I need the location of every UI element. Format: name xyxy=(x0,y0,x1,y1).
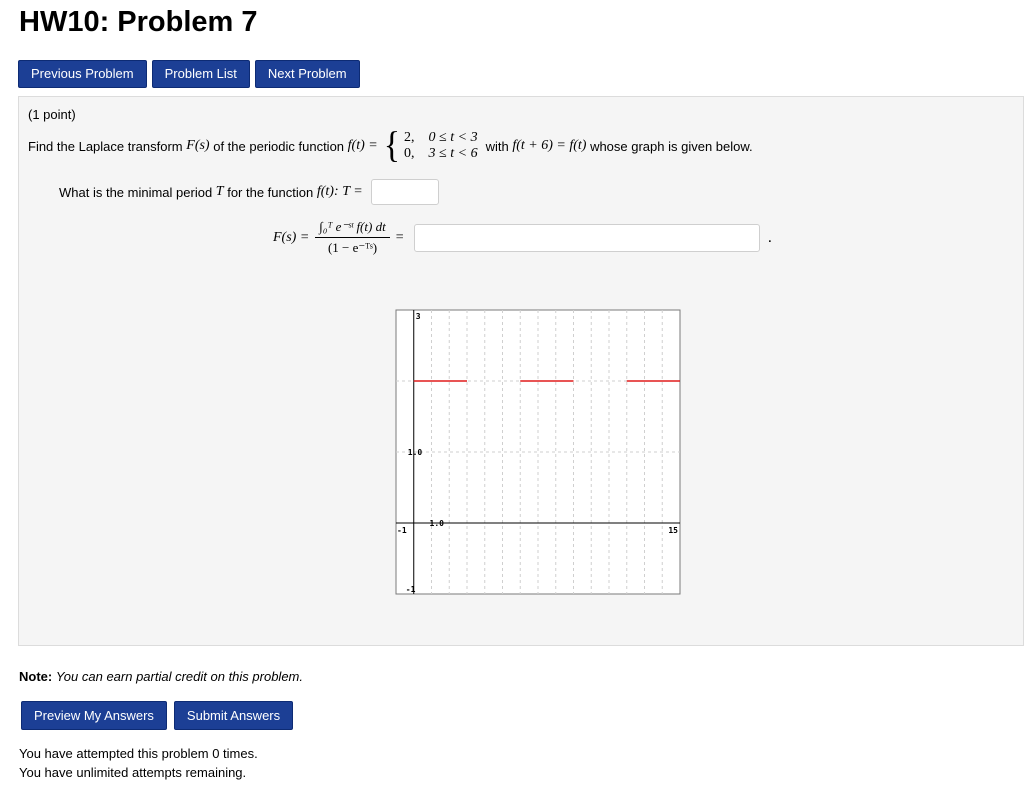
problem-body xyxy=(18,96,1024,646)
piecewise-cases xyxy=(404,130,478,162)
formula-lhs: F(s) = xyxy=(273,229,310,245)
preview-answers-button[interactable]: Preview My Answers xyxy=(21,701,167,730)
formula-fraction xyxy=(315,219,389,256)
attempts-remaining: You have unlimited attempts remaining. xyxy=(19,765,247,780)
formula-numerator: ∫₀ᵀ e⁻ˢᵗ f(t) dt xyxy=(315,219,389,238)
period-question-text: What is the minimal period xyxy=(59,184,213,200)
x-max-label: 15 xyxy=(668,526,678,535)
note-label: Note: xyxy=(19,669,53,684)
statement-intro: Find the Laplace transform xyxy=(28,138,183,154)
attempts-made: You have attempted this problem 0 times. xyxy=(19,746,258,761)
statement-periodicity: f(t + 6) = f(t) xyxy=(512,138,587,153)
transform-answer-input[interactable] xyxy=(414,224,760,252)
period-question-ft: f(t): xyxy=(316,184,339,199)
period-question xyxy=(59,179,439,205)
formula-period: . xyxy=(767,228,773,246)
period-question-func: for the function xyxy=(227,184,314,200)
piecewise-brace: { xyxy=(383,125,401,166)
statement-Fs: F(s) xyxy=(186,138,210,153)
attempt-status xyxy=(19,744,258,782)
problem-nav xyxy=(18,60,360,88)
statement-mid: of the periodic function xyxy=(213,138,345,154)
case-value: 2, xyxy=(404,130,415,145)
x-min-label: -1 xyxy=(397,526,407,535)
laplace-formula xyxy=(273,219,772,256)
formula-denominator: (1 − e⁻ᵀˢ) xyxy=(327,240,378,255)
period-question-T: T xyxy=(215,184,224,199)
x-unit-label: 1.0 xyxy=(429,519,444,528)
statement-outro: whose graph is given below. xyxy=(590,138,753,154)
case-range: 0 ≤ t < 3 xyxy=(428,130,478,145)
function-graph xyxy=(395,309,683,597)
statement-with: with xyxy=(485,138,509,154)
case-range: 3 ≤ t < 6 xyxy=(428,146,478,161)
period-answer-input[interactable] xyxy=(371,179,439,205)
page-title: HW10: Problem 7 xyxy=(19,6,258,38)
problem-points: (1 point) xyxy=(28,107,76,122)
y-unit-label: 1.0 xyxy=(407,448,423,457)
submit-answers-button[interactable]: Submit Answers xyxy=(174,701,293,730)
formula-eq: = xyxy=(395,229,404,245)
period-question-eq: T = xyxy=(342,184,363,199)
next-problem-button[interactable]: Next Problem xyxy=(255,60,360,88)
case-value: 0, xyxy=(404,146,415,161)
partial-credit-note xyxy=(19,669,303,684)
note-text: You can earn partial credit on this problem. xyxy=(55,669,303,684)
problem-list-button[interactable]: Problem List xyxy=(152,60,250,88)
y-min-label: -1 xyxy=(405,585,416,594)
problem-statement xyxy=(28,125,753,166)
statement-ft: f(t) = xyxy=(347,138,378,153)
y-max-label: 3 xyxy=(415,312,421,321)
answer-actions xyxy=(21,701,293,730)
previous-problem-button[interactable]: Previous Problem xyxy=(18,60,147,88)
